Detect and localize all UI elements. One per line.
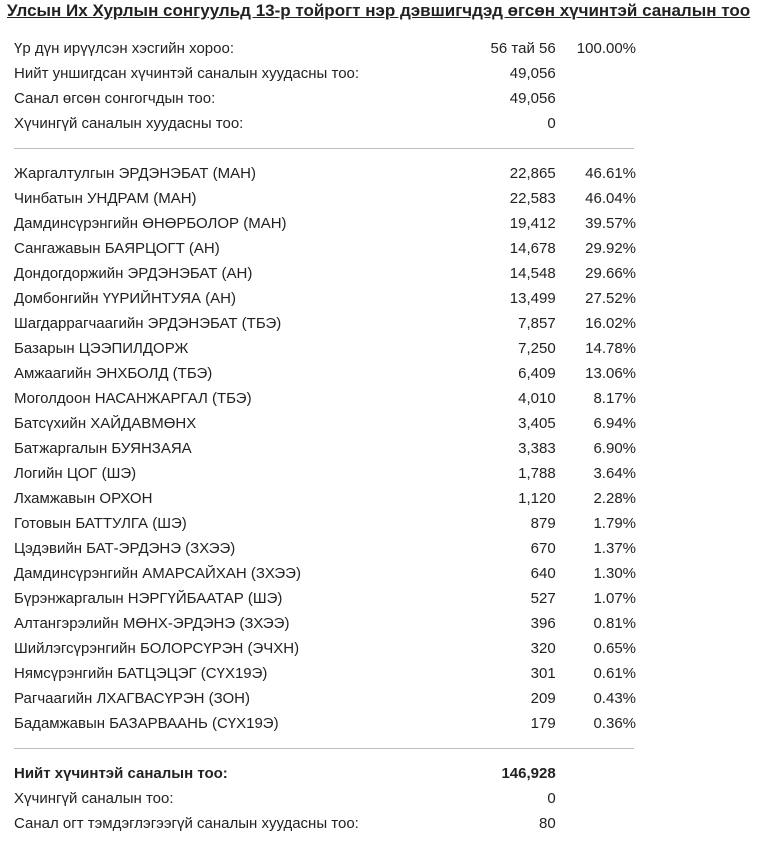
total-valid-label: Нийт хүчинтэй саналын тоо: [14, 765, 228, 782]
page-title: Улсын Их Хурлын сонгуульд 13-р тойрогт нэр дэвшигчдэд өгсөн хүчинтэй саналын тоо [7, 1, 751, 20]
summary-value: 49,056 [509, 90, 556, 107]
candidate-votes: 22,583 [509, 190, 556, 207]
candidate-pct: 0.36% [593, 715, 637, 732]
candidate-pct: 1.79% [593, 515, 637, 532]
candidate-row [14, 686, 636, 711]
candidate-name: Логийн ЦОГ (ШЭ) [14, 465, 137, 482]
summary-label: Хүчингүй саналын хуудасны тоо: [14, 115, 244, 132]
candidate-row [14, 286, 636, 311]
candidate-row [14, 436, 636, 461]
summary-row [14, 36, 636, 61]
candidate-row [14, 336, 636, 361]
candidate-votes: 7,857 [518, 315, 556, 332]
candidate-votes: 4,010 [518, 390, 556, 407]
summary-row [14, 86, 636, 111]
candidate-name: Бүрэнжаргалын НЭРГҮЙБААТАР (ШЭ) [14, 590, 283, 607]
candidate-votes: 670 [530, 540, 556, 557]
blank-ballots-label: Санал огт тэмдэглэгээгүй саналын хуудасны тоо: [14, 815, 359, 832]
candidate-pct: 27.52% [585, 290, 637, 307]
candidate-pct: 3.64% [593, 465, 637, 482]
candidate-votes: 879 [530, 515, 556, 532]
candidate-votes: 7,250 [518, 340, 556, 357]
summary-row [14, 111, 636, 136]
candidate-row [14, 661, 636, 686]
candidate-pct: 29.66% [585, 265, 637, 282]
candidate-pct: 29.92% [585, 240, 637, 257]
candidate-pct: 0.43% [593, 690, 637, 707]
candidate-votes: 6,409 [518, 365, 556, 382]
candidate-pct: 14.78% [585, 340, 637, 357]
summary-label: Үр дүн ирүүлсэн хэсгийн хороо: [14, 40, 235, 57]
candidate-pct: 46.61% [585, 165, 637, 182]
candidate-votes: 320 [530, 640, 556, 657]
candidate-name: Лхамжавын ОРХОН [14, 490, 153, 507]
candidate-name: Батжаргалын БУЯНЗАЯА [14, 440, 192, 457]
candidate-votes: 22,865 [509, 165, 556, 182]
candidate-row [14, 486, 636, 511]
candidate-row [14, 186, 636, 211]
results-table [14, 36, 636, 836]
candidate-row [14, 361, 636, 386]
candidate-row [14, 211, 636, 236]
candidate-pct: 39.57% [585, 215, 637, 232]
candidate-name: Сангажавын БАЯРЦОГТ (АН) [14, 240, 220, 257]
candidate-name: Готовын БАТТУЛГА (ШЭ) [14, 515, 187, 532]
candidate-pct: 13.06% [585, 365, 637, 382]
invalid-votes-row [14, 786, 636, 811]
candidate-name: Жаргалтулгын ЭРДЭНЭБАТ (МАН) [14, 165, 256, 182]
total-valid-row [14, 761, 636, 786]
candidate-list [14, 161, 636, 736]
candidate-votes: 14,548 [509, 265, 556, 282]
candidate-row [14, 411, 636, 436]
candidate-pct: 6.90% [593, 440, 637, 457]
candidate-row [14, 386, 636, 411]
candidate-votes: 1,788 [518, 465, 556, 482]
candidate-pct: 6.94% [593, 415, 637, 432]
candidate-votes: 3,383 [518, 440, 556, 457]
candidate-votes: 14,678 [509, 240, 556, 257]
candidate-name: Дамдинсүрэнгийн АМАРСАЙХАН (ЗХЭЭ) [14, 565, 301, 582]
candidate-votes: 179 [530, 715, 556, 732]
candidate-votes: 301 [530, 665, 556, 682]
candidate-pct: 1.37% [593, 540, 637, 557]
candidate-votes: 19,412 [509, 215, 556, 232]
candidate-pct: 1.07% [593, 590, 637, 607]
candidate-name: Чинбатын УНДРАМ (МАН) [14, 190, 197, 207]
candidate-row [14, 261, 636, 286]
candidate-name: Амжаагийн ЭНХБОЛД (ТБЭ) [14, 365, 213, 382]
summary-value: 49,056 [509, 65, 556, 82]
candidate-row [14, 611, 636, 636]
candidate-row [14, 511, 636, 536]
candidate-name: Цэдэвийн БАТ-ЭРДЭНЭ (ЗХЭЭ) [14, 540, 236, 557]
invalid-votes-label: Хүчингүй саналын тоо: [14, 790, 174, 807]
candidate-pct: 1.30% [593, 565, 637, 582]
candidate-name: Базарын ЦЭЭПИЛДОРЖ [14, 340, 189, 357]
candidate-pct: 0.81% [593, 615, 637, 632]
summary-value: 0 [547, 115, 556, 132]
candidate-name: Рагчаагийн ЛХАГВАСҮРЭН (ЗОН) [14, 690, 251, 707]
candidate-name: Домбонгийн ҮҮРИЙНТУЯА (АН) [14, 290, 236, 307]
candidate-pct: 0.61% [593, 665, 637, 682]
candidate-pct: 16.02% [585, 315, 637, 332]
candidate-name: Батсүхийн ХАЙДАВМӨНХ [14, 415, 197, 432]
candidate-votes: 13,499 [509, 290, 556, 307]
candidate-pct: 0.65% [593, 640, 637, 657]
candidate-name: Шагдаррагчаагийн ЭРДЭНЭБАТ (ТБЭ) [14, 315, 282, 332]
candidate-row [14, 161, 636, 186]
blank-ballots-row [14, 811, 636, 836]
candidate-row [14, 586, 636, 611]
total-valid-value: 146,928 [501, 765, 556, 782]
candidate-pct: 2.28% [593, 490, 637, 507]
candidate-name: Алтангэрэлийн МӨНХ-ЭРДЭНЭ (ЗХЭЭ) [14, 615, 290, 632]
candidate-row [14, 536, 636, 561]
summary-label: Нийт уншигдсан хүчинтэй саналын хуудасны тоо: [14, 65, 360, 82]
candidate-votes: 3,405 [518, 415, 556, 432]
candidate-name: Дамдинсүрэнгийн ӨНӨРБОЛОР (МАН) [14, 215, 287, 232]
candidate-name: Шийлэгсүрэнгийн БОЛОРСҮРЭН (ЭЧХН) [14, 640, 300, 657]
summary-pct: 100.00% [576, 40, 637, 57]
candidate-pct: 8.17% [593, 390, 637, 407]
candidate-row [14, 311, 636, 336]
candidate-votes: 527 [530, 590, 556, 607]
candidate-row [14, 236, 636, 261]
summary-value: 56 тай 56 [490, 40, 556, 57]
candidate-row [14, 711, 636, 736]
candidate-name: Нямсүрэнгийн БАТЦЭЦЭГ (СҮХ19Э) [14, 665, 268, 682]
summary-row [14, 61, 636, 86]
candidate-row [14, 461, 636, 486]
blank-ballots-value: 80 [539, 815, 556, 832]
candidate-votes: 1,120 [518, 490, 556, 507]
candidate-row [14, 636, 636, 661]
candidate-votes: 640 [530, 565, 556, 582]
candidate-name: Дондогдоржийн ЭРДЭНЭБАТ (АН) [14, 265, 253, 282]
invalid-votes-value: 0 [547, 790, 556, 807]
candidate-name: Моголдоон НАСАНЖАРГАЛ (ТБЭ) [14, 390, 252, 407]
candidate-votes: 396 [530, 615, 556, 632]
candidate-row [14, 561, 636, 586]
candidate-votes: 209 [530, 690, 556, 707]
candidate-name: Бадамжавын БАЗАРВААНЬ (СҮХ19Э) [14, 715, 279, 732]
candidate-pct: 46.04% [585, 190, 637, 207]
summary-label: Санал өгсөн сонгогчдын тоо: [14, 90, 216, 107]
